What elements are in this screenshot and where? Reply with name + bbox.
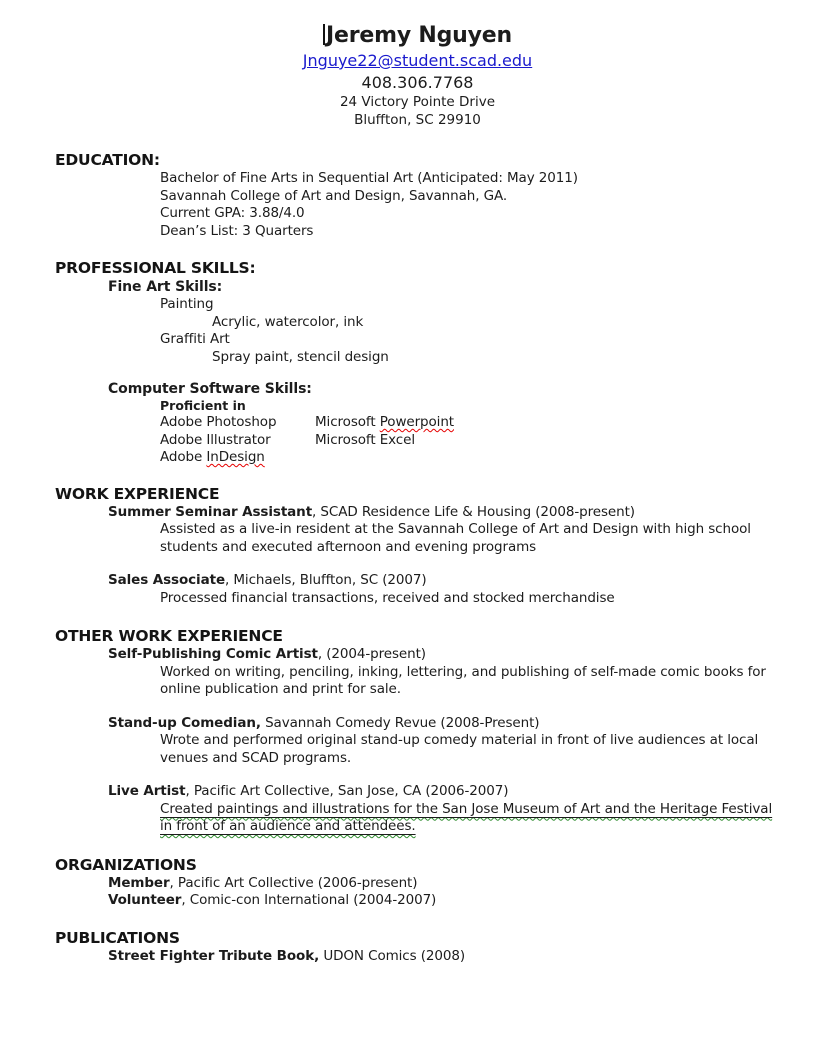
job-title-line: [108, 504, 780, 522]
software-item: [160, 449, 315, 467]
software-item: [160, 414, 315, 432]
software-skills-block: [55, 380, 780, 467]
job-description: Assisted as a live-in resident at the Savannah College of Art and Design with high school students and executed afternoon and evening programs: [160, 521, 751, 555]
software-item-text: Adobe Illustrator: [160, 431, 271, 448]
software-item-misspelled: Powerpoint: [379, 414, 454, 430]
job-title: Summer Seminar Assistant: [108, 503, 313, 520]
organization-item: [108, 892, 780, 910]
fine-art-skills-heading: Fine Art Skills:: [108, 279, 223, 295]
job-title: Self-Publishing Comic Artist: [108, 646, 318, 662]
name-line: [55, 22, 780, 50]
education-line: Bachelor of Fine Arts in Sequential Art (Anticipated: May 2011): [160, 170, 578, 186]
software-item: [315, 432, 454, 450]
job-title-line: [108, 646, 780, 664]
address-line-2: Bluffton, SC 29910: [354, 112, 481, 128]
software-column-microsoft: [315, 414, 454, 467]
job-description: Wrote and performed original stand-up comedy material in front of live audiences at local venues and SCAD programs.: [160, 732, 759, 766]
email-link[interactable]: Jnguye22@student.scad.edu: [302, 51, 533, 70]
address-line-1: 24 Victory Pointe Drive: [339, 94, 496, 110]
organizations-heading: ORGANIZATIONS: [55, 855, 197, 874]
software-item-text: Adobe Photoshop: [160, 414, 277, 430]
skill-name: Graffiti Art: [160, 331, 230, 347]
job-meta: , Michaels, Bluffton, SC (2007): [225, 572, 427, 588]
software-columns: [160, 414, 780, 467]
email-line: [55, 50, 780, 72]
text-cursor: [323, 24, 325, 45]
job-description-grammar-flagged: [160, 801, 780, 836]
software-item: [160, 432, 315, 450]
job-meta: , (2004-present): [317, 646, 426, 662]
publication-meta: UDON Comics (2008): [319, 947, 466, 964]
job-title: Live Artist: [108, 783, 186, 799]
organization-role: Member: [108, 874, 170, 891]
phone-number: 408.306.7768: [361, 73, 474, 92]
software-item-misspelled: InDesign: [206, 449, 265, 465]
job-entry: [55, 783, 780, 836]
organization-role: Volunteer: [108, 892, 182, 908]
publication-item: [108, 948, 780, 966]
job-meta: , SCAD Residence Life & Housing (2008-present): [312, 503, 635, 520]
work-experience-heading: WORK EXPERIENCE: [55, 484, 220, 503]
education-section: [55, 150, 780, 240]
organization-meta: , Comic-con International (2004-2007): [181, 892, 437, 908]
job-entry: [55, 572, 780, 607]
skill-detail: Acrylic, watercolor, ink: [212, 313, 364, 330]
skill-name: Painting: [160, 296, 214, 312]
job-description: Worked on writing, penciling, inking, lettering, and publishing of self-made comic books for online publication and print for sale.: [160, 663, 766, 697]
resume-header: [55, 22, 780, 129]
job-title-line: [108, 572, 780, 590]
software-item: [315, 414, 454, 432]
job-title: Sales Associate: [108, 572, 225, 588]
other-work-experience-heading: OTHER WORK EXPERIENCE: [55, 627, 283, 645]
job-entry: [55, 504, 780, 557]
software-item-text: Microsoft: [315, 414, 380, 430]
software-item-text: Microsoft Excel: [315, 431, 415, 448]
organization-item: [108, 875, 780, 893]
education-line: Current GPA: 3.88/4.0: [160, 205, 305, 221]
organizations-section: [55, 855, 780, 910]
software-column-adobe: [160, 414, 315, 467]
software-item-text: Adobe: [160, 449, 207, 465]
education-line: Savannah College of Art and Design, Savannah, GA.: [160, 187, 508, 204]
person-name: Jeremy Nguyen: [326, 23, 512, 48]
education-line: Dean’s List: 3 Quarters: [160, 222, 314, 239]
publications-section: [55, 928, 780, 966]
job-meta: , Pacific Art Collective, San Jose, CA (2006-2007): [185, 783, 509, 799]
publication-title: Street Fighter Tribute Book,: [108, 947, 320, 964]
software-skills-heading: Computer Software Skills:: [108, 381, 312, 397]
proficient-in-label: Proficient in: [160, 398, 246, 413]
job-title-line: [108, 783, 780, 801]
organization-meta: , Pacific Art Collective (2006-present): [169, 874, 418, 891]
skill-detail: Spray paint, stencil design: [212, 348, 389, 365]
job-entry: [55, 715, 780, 768]
professional-skills-section: [55, 258, 780, 467]
other-work-experience-section: [55, 626, 780, 836]
job-meta: Savannah Comedy Revue (2008-Present): [260, 714, 540, 731]
professional-skills-heading: PROFESSIONAL SKILLS:: [55, 259, 256, 277]
grammar-squiggle: [160, 801, 772, 835]
job-entry: [55, 646, 780, 699]
education-heading: EDUCATION:: [55, 151, 160, 169]
work-experience-section: [55, 484, 780, 608]
publications-heading: PUBLICATIONS: [55, 928, 180, 947]
job-title: Stand-up Comedian,: [108, 714, 261, 731]
job-description-text: Created paintings and illustrations for the San Jose Museum of Art and the Heritage Festival in front of an audience and attendees.: [160, 800, 773, 834]
job-description: Processed financial transactions, received and stocked merchandise: [160, 589, 615, 606]
job-title-line: [108, 715, 780, 733]
